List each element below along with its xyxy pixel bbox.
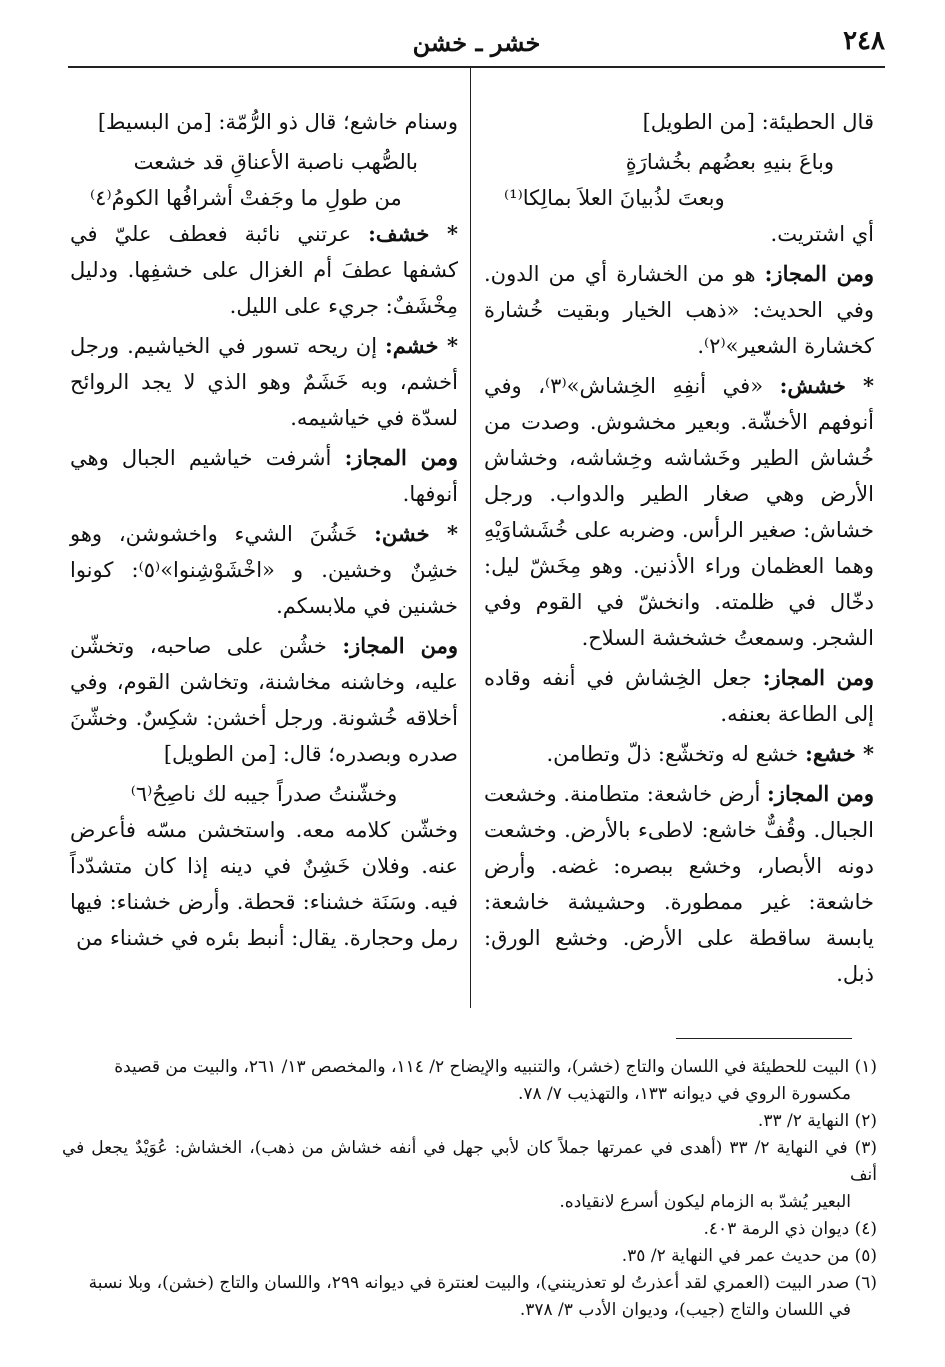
verse-line: من طولِ ما وجَفتْ أشرافُها الكومُ⁽٤⁾ bbox=[90, 186, 402, 210]
paragraph bbox=[70, 440, 458, 512]
paragraph: أي اشتريت. bbox=[770, 222, 874, 246]
entry-heading: * خشش: bbox=[779, 373, 874, 398]
paragraph bbox=[70, 328, 458, 436]
entry-heading: * خشن: bbox=[374, 521, 458, 546]
entry-text: خشع له وتخشّع: ذلّ وتطامن. bbox=[546, 742, 799, 766]
footnote-continuation: في اللسان والتاج (جيب)، وديوان الأدب ٣/ ٣٧٨. bbox=[519, 1300, 851, 1320]
footnote: (٢) النهاية ٢/ ٣٣. bbox=[757, 1111, 877, 1131]
verse-intro: قال الحطيئة: [من الطويل] bbox=[642, 110, 874, 134]
page-header bbox=[68, 26, 885, 62]
paragraph bbox=[484, 660, 874, 732]
footnotes bbox=[62, 1054, 877, 1324]
entry-text: خشُن على صاحبه، وتخشّن عليه، وخاشنه مخاشنة، وتخاشن القوم، وفي أخلاقه خُشونة. ورجل أخشن: شكِسٌ. وخشّنَ صدره وبصدره؛ قال: [من الطويل] bbox=[70, 634, 458, 766]
entry-heading: * خشف: bbox=[368, 221, 458, 246]
footnote: (٤) ديوان ذي الرمة ٤٠٣. bbox=[703, 1219, 877, 1239]
paragraph bbox=[484, 736, 874, 772]
footnote: (١) البيت للحطيئة في اللسان والتاج (خشر)، والتنبيه والإيضاح ٢/ ١١٤، والمخصص ١٣/ ٢٦١، والبيت من قصيدة bbox=[114, 1057, 877, 1077]
entry-heading: ومن المجاز: bbox=[767, 781, 874, 806]
header-rule bbox=[68, 66, 885, 68]
footnote-continuation: مكسورة الروي في ديوانه ١٣٣، والتهذيب ٧/ ٧٨. bbox=[517, 1084, 851, 1104]
left-column bbox=[70, 104, 458, 960]
entry-text: هو من الخشارة أي من الدون. وفي الحديث: «ذهب الخيار وبقيت خُشارة كخشارة الشعير»⁽٢⁾. bbox=[484, 262, 874, 358]
entry-text: إن ريحه تسور في الخياشيم. ورجل أخشم، وبه خَشَمٌ وهو الذي لا يجد الروائح لسدّة في خياشيمه. bbox=[70, 334, 458, 430]
paragraph: وخشّن كلامه معه. واستخشن مسّه فأعرض عنه. وفلان خَشِنٌ في دينه إذا كان متشدّداً فيه. وسَنَة خشناء: قحطة. وأرض خشناء: فيها رمل وحجارة. يقال: أنبط بئره في خشناء من bbox=[70, 818, 458, 950]
paragraph bbox=[70, 516, 458, 624]
entry-text: أرض خاشعة: متطامنة. وخشعت الجبال. وقُفٌّ خاشع: لاطىء بالأرض. وخشعت دونه الأبصار، وخشع ببصره: غضه. وأرض خاشعة: غير ممطورة. وحشيشة خاشعة: يابسة ساقطة على الأرض. وخشع الورق: ذبل. bbox=[484, 782, 874, 986]
verse-intro: وسنام خاشع؛ قال ذو الرُّمّة: [من البسيط] bbox=[97, 110, 458, 134]
verse-line: وبعتَ لذُبيانَ العلاَ بمالِكا⁽¹⁾ bbox=[504, 186, 725, 210]
paragraph bbox=[70, 628, 458, 772]
footnote: (٥) من حديث عمر في النهاية ٢/ ٣٥. bbox=[621, 1246, 877, 1266]
entry-text: «في أنفِهِ الخِشاش»⁽٣⁾، وفي أنوفهم الأخشّة. وبعير مخشوش. وصدت من خُشاش الطير وخَشاشه وخِشاشه، وخشاش الأرض وهي صغار الطير والدواب. ورجل خشاش: صغير الرأس. وضربه على خُشَشاوَيْهِ وهما العظمان وراء الأذنين. وهو مِخَشّ ليل: دخّال في ظلمته. وانخشّ في القوم وفي الشجر. وسمعتُ خشخشة السلاح. bbox=[484, 374, 874, 650]
right-column bbox=[484, 104, 874, 996]
paragraph bbox=[70, 216, 458, 324]
footnote: (٦) صدر البيت (العمري لقد أعذرتُ لو تعذرينني)، والبيت لعنترة في ديوانه ٢٩٩، واللسان والتاج (خشن)، وبلا نسبة bbox=[88, 1273, 877, 1293]
entry-text: جعل الخِشاش في أنفه وقاده إلى الطاعة بعنفه. bbox=[484, 666, 874, 726]
entry-heading: ومن المجاز: bbox=[344, 445, 458, 470]
running-head: خشر ـ خشن bbox=[412, 28, 541, 57]
verse-line: وباعَ بنيهِ بعضُهم بخُشارَةٍ bbox=[625, 150, 834, 174]
paragraph bbox=[484, 368, 874, 656]
entry-heading: * خشع: bbox=[805, 741, 874, 766]
column-divider bbox=[470, 68, 471, 1008]
footnote-rule bbox=[676, 1038, 852, 1039]
footnote-continuation: البعير يُشدّ به الزمام ليكون أسرع لانقياده. bbox=[559, 1192, 851, 1212]
entry-heading: ومن المجاز: bbox=[342, 633, 458, 658]
entry-text: خَشُنَ الشيء واخشوشن، وهو خشِنٌ وخشين. و «اخْشَوْشِنوا»⁽٥⁾: كونوا خشنين في ملابسكم. bbox=[70, 522, 458, 618]
entry-heading: ومن المجاز: bbox=[762, 665, 874, 690]
verse-line: وخشّنتُ صدراً جيبه لك ناصِحُ⁽٦⁾ bbox=[130, 782, 398, 806]
footnote: (٣) في النهاية ٢/ ٣٣ (أهدى في عمرتها جملاً كان لأبي جهل في أنفه خشاش من ذهب)، الخشاش: عُوَيْدٌ يجعل في أنف bbox=[62, 1138, 877, 1185]
verse-line: بالصُّهب ناصبة الأعناقِ قد خشعت bbox=[133, 150, 418, 174]
page-number: ٢٤٨ bbox=[843, 26, 885, 56]
entry-text: أشرفت خياشيم الجبال وهي أنوفها. bbox=[70, 446, 458, 506]
entry-heading: * خشم: bbox=[385, 333, 458, 358]
paragraph bbox=[484, 776, 874, 992]
paragraph bbox=[484, 256, 874, 364]
entry-text: عرتني نائبة فعطف عليّ في كشفها عطفَ أم الغزال على خشفِها. ودليل مِخْشَفٌ: جريء على الليل. bbox=[70, 222, 458, 318]
entry-heading: ومن المجاز: bbox=[764, 261, 874, 286]
